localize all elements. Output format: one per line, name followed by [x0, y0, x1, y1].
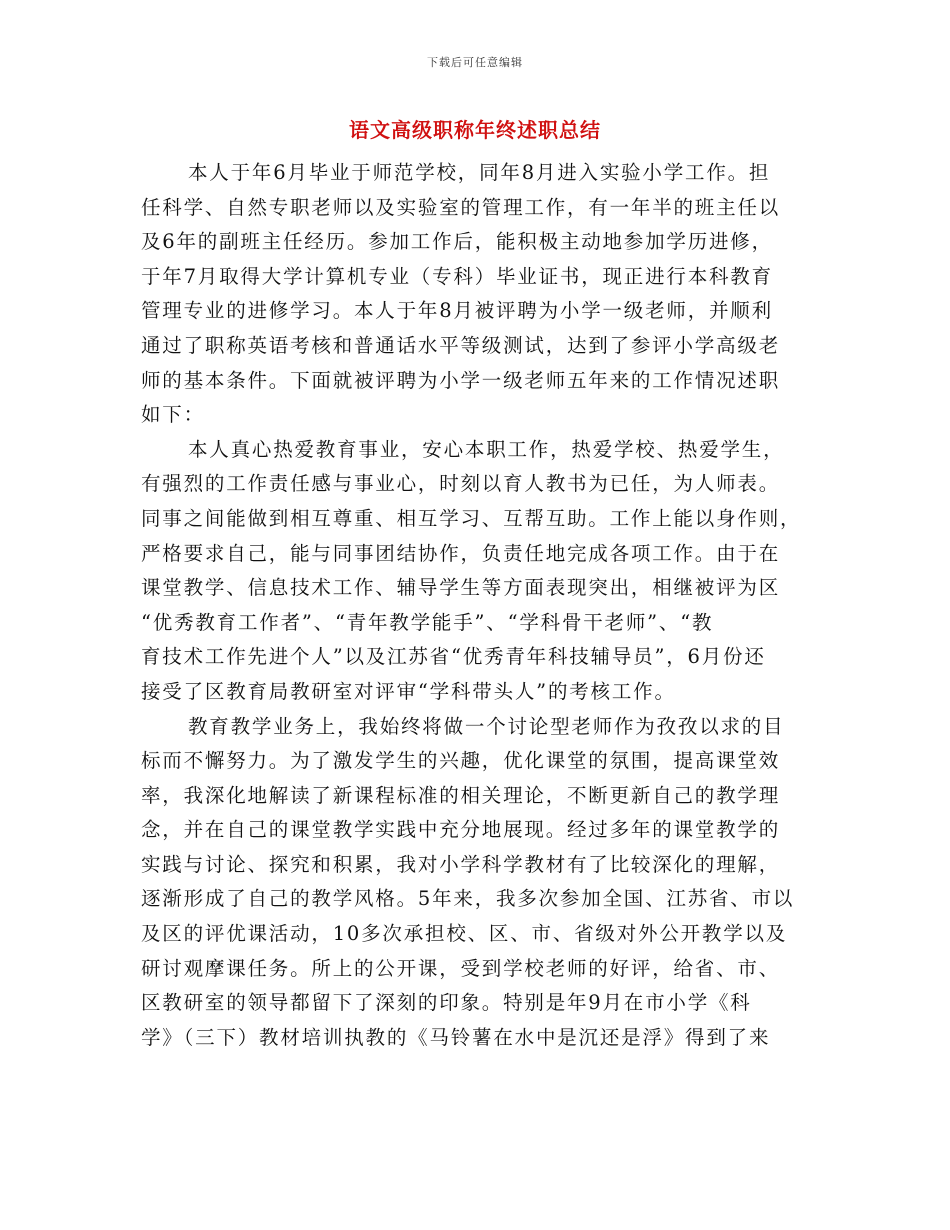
text-line: 课堂教学、信息技术工作、辅导学生等方面表现突出，相继被评为区: [141, 576, 781, 600]
text-line: 率，我深化地解读了新课程标准的相关理论，不断更新自己的教学理: [141, 783, 781, 807]
text-line: 有强烈的工作责任感与事业心，时刻以育人教书为已任，为人师表。: [141, 472, 781, 496]
text-line: 研讨观摩课任务。所上的公开课，受到学校老师的好评，给省、市、: [141, 956, 781, 980]
text-line: 任科学、自然专职老师以及实验室的管理工作，有一年半的班主任以: [141, 195, 781, 219]
text-line: 本人真心热爱教育事业，安心本职工作，热爱学校、热爱学生，: [188, 437, 785, 461]
text-line: 于年7月取得大学计算机专业（专科）毕业证书，现正进行本科教育: [141, 264, 773, 288]
text-line: 师的基本条件。下面就被评聘为小学一级老师五年来的工作情况述职: [141, 368, 781, 392]
text-line: 同事之间能做到相互尊重、相互学习、互帮互助。工作上能以身作则，: [141, 506, 802, 530]
header-note: 下载后可任意编辑: [427, 56, 523, 69]
document-title: 语文高级职称年终述职总结: [349, 118, 601, 142]
text-line: “优秀教育工作者”、“青年教学能手”、“学科骨干老师”、“教: [141, 610, 714, 634]
text-line: 育技术工作先进个人”以及江苏省“优秀青年科技辅导员”，6月份还: [141, 645, 766, 669]
text-line: 管理专业的进修学习。本人于年8月被评聘为小学一级老师，并顺利: [141, 299, 773, 323]
text-line: 接受了区教育局教研室对评审“学科带头人”的考核工作。: [141, 679, 676, 703]
text-line: 如下：: [141, 403, 205, 427]
text-line: 本人于年6月毕业于师范学校，同年8月进入实验小学工作。担: [188, 161, 771, 184]
text-line: 及6年的副班主任经历。参加工作后，能积极主动地参加学历进修，: [141, 230, 773, 254]
text-line: 严格要求自己，能与同事团结协作，负责任地完成各项工作。由于在: [141, 541, 781, 565]
text-line: 区教研室的领导都留下了深刻的印象。特别是年9月在市小学《科: [141, 991, 752, 1015]
text-line: 及区的评优课活动，10多次承担校、区、市、省级对外公开教学以及: [141, 922, 788, 946]
text-line: 教育教学业务上，我始终将做一个讨论型老师作为孜孜以求的目: [188, 714, 785, 738]
text-line: 实践与讨论、探究和积累，我对小学科学教材有了比较深化的理解，: [141, 852, 781, 876]
text-line: 标而不懈努力。为了激发学生的兴趣，优化课堂的氛围，提高课堂效: [141, 749, 781, 773]
text-line: 学》（三下）教材培训执教的《马铃薯在水中是沉还是浮》得到了来: [141, 1025, 771, 1049]
text-line: 念，并在自己的课堂教学实践中充分地展现。经过多年的课堂教学的: [141, 818, 781, 842]
text-line: 逐渐形成了自己的教学风格。5年来，我多次参加全国、江苏省、市以: [141, 887, 795, 911]
text-line: 通过了职称英语考核和普通话水平等级测试，达到了参评小学高级老: [141, 333, 781, 357]
document-body: [141, 156, 809, 1055]
